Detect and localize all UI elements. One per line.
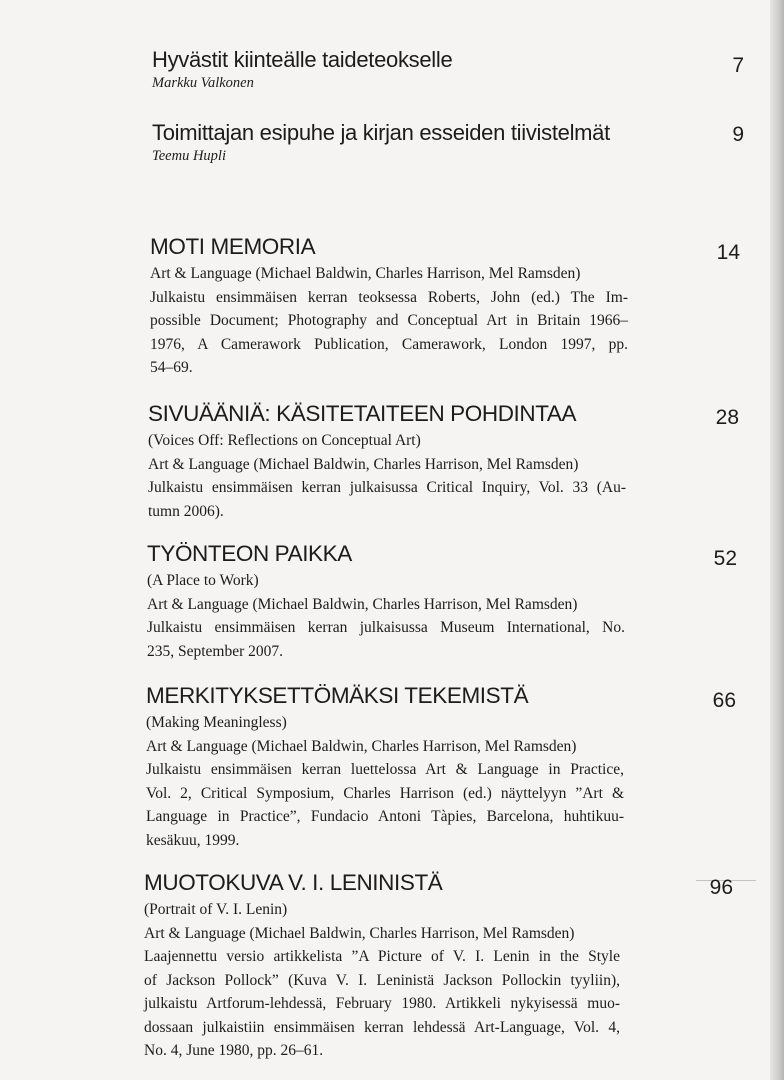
detail-line: tumn 2006). [148,502,224,520]
detail-line: 1976, A Camerawork Publication, Camerawork, London 1997, pp. [150,335,628,353]
toc-page-number: 52 [713,547,737,570]
toc-entry-3 [147,540,625,663]
detail-line: (A Place to Work) [147,572,259,589]
toc-entry-details [148,429,626,523]
page-edge [770,0,784,1080]
toc-entry-title: SIVUÄÄNIÄ: KÄSITETAITEEN POHDINTAA [148,401,577,426]
toc-page-number: 7 [732,54,744,77]
toc-entry-1 [150,233,628,380]
toc-page-number: 9 [732,123,744,146]
toc-entry-details [144,898,620,1063]
toc-entry-details [150,262,628,380]
toc-intro-title: Toimittajan esipuhe ja kirjan esseiden tiivistelmät [152,120,610,145]
detail-line: Julkaistu ensimmäisen kerran luettelossa Art & Language in Practice, [146,761,624,778]
detail-line: of Jackson Pollock” (Kuva V. I. Leninistä Jackson Pollockin tyyliin), [144,971,620,989]
toc-entry-title: MERKITYKSETTÖMÄKSI TEKEMISTÄ [146,683,529,708]
toc-entry-title: MUOTOKUVA V. I. LENINISTÄ [144,870,443,895]
detail-line: Art & Language (Michael Baldwin, Charles Harrison, Mel Ramsden) [146,737,577,755]
toc-page-number: 96 [709,876,733,899]
detail-line: Art & Language (Michael Baldwin, Charles Harrison, Mel Ramsden) [148,455,579,473]
toc-entry-title: TYÖNTEON PAIKKA [147,541,352,566]
toc-intro-author: Teemu Hupli [152,148,226,164]
toc-entry-details [146,711,624,852]
detail-line: Art & Language (Michael Baldwin, Charles Harrison, Mel Ramsden) [144,924,575,942]
detail-line: possible Document; Photography and Conceptual Art in Britain 1966– [150,312,628,329]
toc-entry-details [147,569,625,663]
toc-entry-5 [144,869,620,1063]
detail-line: Language in Practice”, Fundacio Antoni Tàpies, Barcelona, huhtikuu- [146,808,624,825]
detail-line: julkaistu Artforum-lehdessä, February 1980. Artikkeli nykyisessä muo- [144,995,620,1012]
toc-page-number: 28 [715,406,739,429]
detail-line: Art & Language (Michael Baldwin, Charles Harrison, Mel Ramsden) [150,265,581,282]
toc-page-number: 14 [716,241,740,264]
detail-line: (Voices Off: Reflections on Conceptual Art) [148,432,421,449]
detail-line: Laajennettu versio artikkelista ”A Picture of V. I. Lenin in the Style [144,948,620,965]
detail-line: (Making Meaningless) [146,714,287,731]
detail-line: 235, September 2007. [147,642,284,660]
detail-line: Julkaistu ensimmäisen kerran julkaisussa Critical Inquiry, Vol. 33 (Au- [148,479,626,496]
toc-intro-title: Hyvästit kiinteälle taideteokselle [152,47,453,72]
detail-line: Vol. 2, Critical Symposium, Charles Harrison (ed.) näyttelyyn ”Art & [146,784,624,802]
toc-entry-title: MOTI MEMORIA [150,234,316,259]
detail-line: kesäkuu, 1999. [146,831,240,849]
detail-line: (Portrait of V. I. Lenin) [144,901,288,918]
detail-line: Julkaistu ensimmäisen kerran teoksessa Roberts, John (ed.) The Im- [150,288,628,306]
toc-intro-entry-1 [152,47,452,93]
toc-intro-author: Markku Valkonen [152,75,254,91]
detail-line: 54–69. [150,359,193,376]
toc-entry-2 [148,400,626,523]
detail-line: Julkaistu ensimmäisen kerran julkaisussa Museum International, No. [147,619,625,636]
toc-entry-4 [146,682,624,852]
detail-line: No. 4, June 1980, pp. 26–61. [144,1042,324,1059]
detail-line: Art & Language (Michael Baldwin, Charles Harrison, Mel Ramsden) [147,595,578,613]
detail-line: dossaan julkaistiin ensimmäisen kerran lehdessä Art-Language, Vol. 4, [144,1018,620,1036]
toc-page-number: 66 [712,689,736,712]
toc-intro-entry-2 [152,120,610,166]
